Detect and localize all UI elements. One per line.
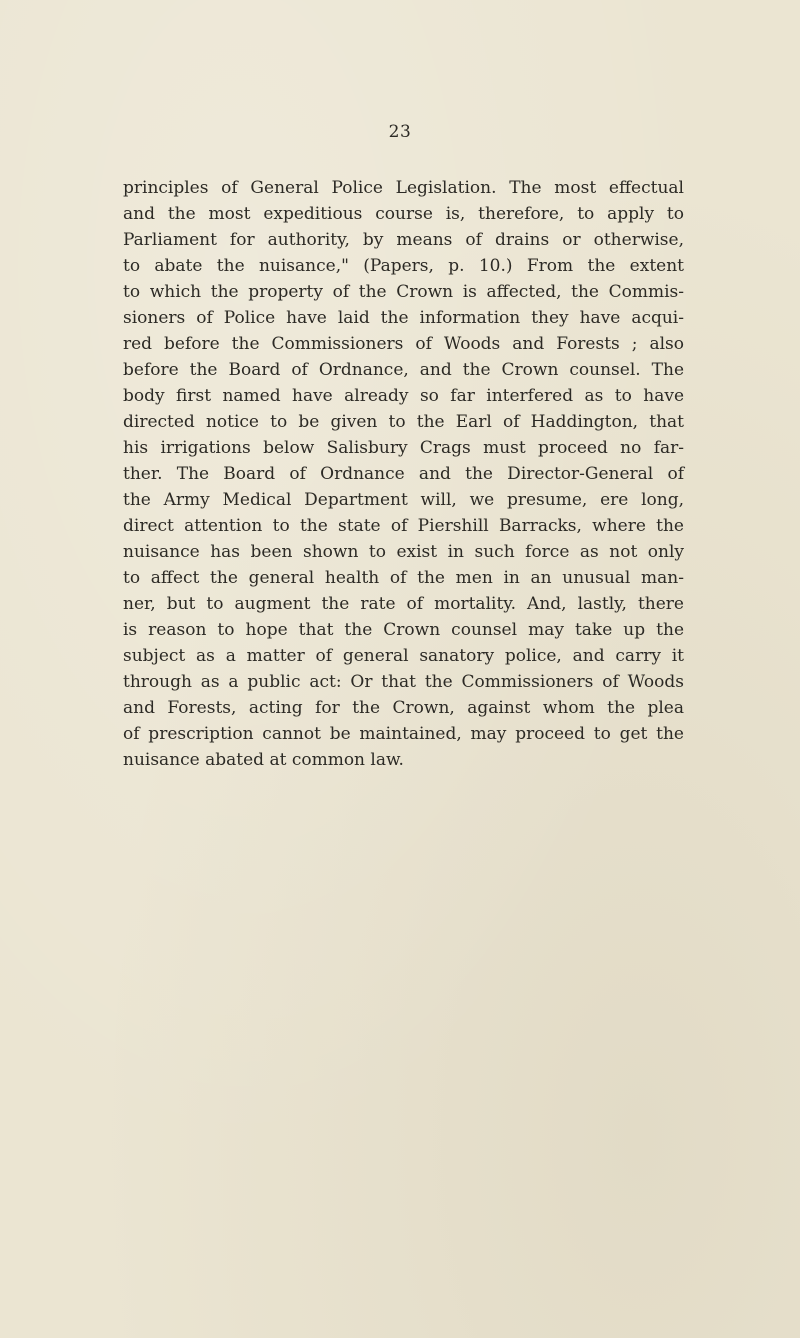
text-line: and Forests, acting for the Crown, against whom the plea xyxy=(123,698,684,718)
text-line: principles of General Police Legislation. The most effectual xyxy=(123,178,684,198)
text-line: and the most expeditious course is, therefore, to apply to xyxy=(123,204,684,224)
text-line: to abate the nuisance," (Papers, p. 10.) From the extent xyxy=(123,256,684,276)
text-line: ther. The Board of Ordnance and the Director-General of xyxy=(123,464,684,484)
text-line: directed notice to be given to the Earl of Haddington, that xyxy=(123,412,684,432)
text-line: sioners of Police have laid the information they have acqui- xyxy=(123,308,684,328)
text-line: is reason to hope that the Crown counsel may take up the xyxy=(123,620,684,640)
text-line: red before the Commissioners of Woods and Forests ; also xyxy=(123,334,684,354)
text-line: nuisance abated at common law. xyxy=(123,750,404,770)
text-line: his irrigations below Salisbury Crags must proceed no far- xyxy=(123,438,684,458)
text-line: to which the property of the Crown is affected, the Commis- xyxy=(123,282,684,302)
body-paragraph xyxy=(123,175,684,773)
text-line: of prescription cannot be maintained, may proceed to get the xyxy=(123,724,684,744)
text-line: direct attention to the state of Piershill Barracks, where the xyxy=(123,516,684,536)
text-line: body first named have already so far interfered as to have xyxy=(123,386,684,406)
page-number: 23 xyxy=(388,122,412,142)
text-line: before the Board of Ordnance, and the Crown counsel. The xyxy=(123,360,684,380)
text-line: Parliament for authority, by means of drains or otherwise, xyxy=(123,230,684,250)
text-line: subject as a matter of general sanatory police, and carry it xyxy=(123,646,684,666)
text-line: through as a public act: Or that the Commissioners of Woods xyxy=(123,672,684,692)
text-line: to affect the general health of the men in an unusual man- xyxy=(123,568,684,588)
text-line: the Army Medical Department will, we presume, ere long, xyxy=(123,490,684,510)
text-line: ner, but to augment the rate of mortality. And, lastly, there xyxy=(123,594,684,614)
text-line: nuisance has been shown to exist in such force as not only xyxy=(123,542,684,562)
